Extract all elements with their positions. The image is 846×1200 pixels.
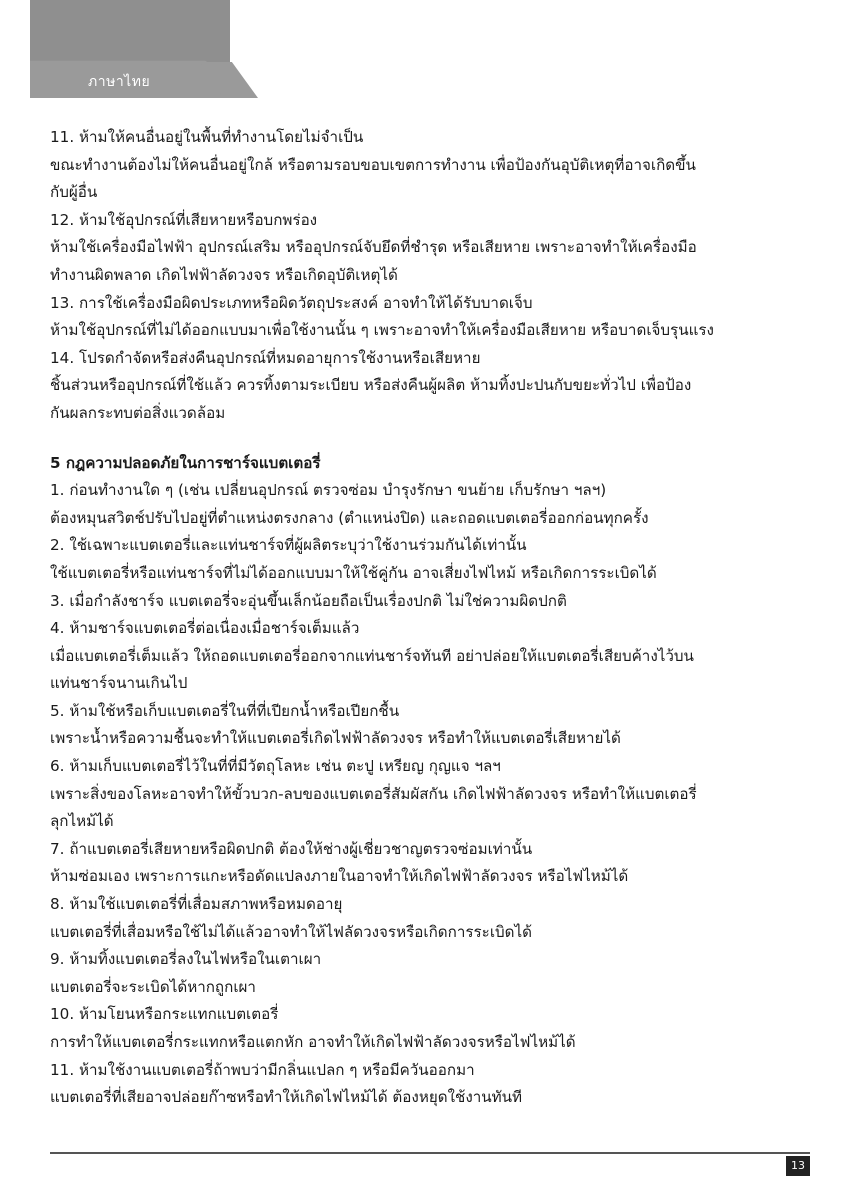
text-line: แบตเตอรี่จะระเบิดได้หากถูกเผา: [50, 977, 256, 996]
text-line: 9. ห้ามทิ้งแบตเตอรี่ลงในไฟหรือในเตาเผา: [50, 950, 322, 969]
text-line: เมื่อแบตเตอรี่เต็มแล้ว ให้ถอดแบตเตอรี่ออกจากแท่นชาร์จทันที อย่าปล่อยให้แบตเตอรี่เสียบค้างไว้บน: [50, 646, 694, 665]
text-line: ทำงานผิดพลาด เกิดไฟฟ้าลัดวงจร หรือเกิดอุบัติเหตุได้: [50, 265, 398, 284]
text-line: ห้ามใช้อุปกรณ์ที่ไม่ได้ออกแบบมาเพื่อใช้งานนั้น ๆ เพราะอาจทำให้เครื่องมือเสียหาย หรือบาดเจ็บรุนแรง: [50, 321, 714, 340]
battery-rules-block: [50, 477, 810, 1112]
text-line: กับผู้อื่น: [50, 183, 98, 202]
text-line: 1. ก่อนทำงานใด ๆ (เช่น เปลี่ยนอุปกรณ์ ตรวจซ่อม บำรุงรักษา ขนย้าย เก็บรักษา ฯลฯ): [50, 481, 607, 500]
language-label: ภาษาไทย: [88, 74, 151, 90]
text-line: 6. ห้ามเก็บแบตเตอรี่ไว้ในที่ที่มีวัตถุโลหะ เช่น ตะปู เหรียญ กุญแจ ฯลฯ: [50, 757, 501, 776]
text-line: แบตเตอรี่ที่เสียอาจปล่อยก๊าซหรือทำให้เกิดไฟไหม้ได้ ต้องหยุดใช้งานทันที: [50, 1088, 523, 1107]
page-number: 13: [786, 1156, 810, 1176]
text-line: 8. ห้ามใช้แบตเตอรี่ที่เสื่อมสภาพหรือหมดอายุ: [50, 895, 343, 914]
text-line: ลุกไหม้ได้: [50, 812, 114, 831]
text-line: ชิ้นส่วนหรืออุปกรณ์ที่ใช้แล้ว ควรทิ้งตามระเบียบ หรือส่งคืนผู้ผลิต ห้ามทิ้งปะปนกับขยะทั่วไป เพื่อป้อง: [50, 376, 692, 395]
text-line: 2. ใช้เฉพาะแบตเตอรี่และแท่นชาร์จที่ผู้ผลิตระบุว่าใช้งานร่วมกันได้เท่านั้น: [50, 536, 527, 555]
previous-rules-block: [50, 124, 810, 428]
text-line: 10. ห้ามโยนหรือกระแทกแบตเตอรี่: [50, 1005, 279, 1024]
header-tab-top: [30, 0, 230, 62]
text-line: แท่นชาร์จนานเกินไป: [50, 674, 188, 693]
text-line: 7. ถ้าแบตเตอรี่เสียหายหรือผิดปกติ ต้องให้ช่างผู้เชี่ยวชาญตรวจซ่อมเท่านั้น: [50, 839, 533, 858]
text-line: 14. โปรดกำจัดหรือส่งคืนอุปกรณ์ที่หมดอายุการใช้งานหรือเสียหาย: [50, 348, 481, 367]
text-line: 3. เมื่อกำลังชาร์จ แบตเตอรี่จะอุ่นขึ้นเล็กน้อยถือเป็นเรื่องปกติ ไม่ใช่ความผิดปกติ: [50, 591, 567, 610]
text-line: แบตเตอรี่ที่เสื่อมหรือใช้ไม่ได้แล้วอาจทำให้ไฟลัดวงจรหรือเกิดการระเบิดได้: [50, 922, 533, 941]
text-line: 5. ห้ามใช้หรือเก็บแบตเตอรี่ในที่ที่เปียกน้ำหรือเปียกชื้น: [50, 701, 400, 720]
text-line: ห้ามใช้เครื่องมือไฟฟ้า อุปกรณ์เสริม หรืออุปกรณ์จับยึดที่ชำรุด หรือเสียหาย เพราะอาจทำให้เครื่องมือ: [50, 238, 697, 257]
text-line: 11. ห้ามให้คนอื่นอยู่ในพื้นที่ทำงานโดยไม่จำเป็น: [50, 128, 364, 146]
text-line: ต้องหมุนสวิตช์ปรับไปอยู่ที่ตำแหน่งตรงกลาง (ตำแหน่งปิด) และถอดแบตเตอรี่ออกก่อนทุกครั้ง: [50, 508, 649, 527]
text-line: ห้ามซ่อมเอง เพราะการแกะหรือดัดแปลงภายในอาจทำให้เกิดไฟฟ้าลัดวงจร หรือไฟไหม้ได้: [50, 867, 629, 886]
text-line: 13. การใช้เครื่องมือผิดประเภทหรือผิดวัตถุประสงค์ อาจทำให้ได้รับบาดเจ็บ: [50, 293, 533, 312]
text-line: 12. ห้ามใช้อุปกรณ์ที่เสียหายหรือบกพร่อง: [50, 210, 318, 229]
text-line: 4. ห้ามชาร์จแบตเตอรี่ต่อเนื่องเมื่อชาร์จเต็มแล้ว: [50, 619, 360, 638]
text-line: ใช้แบตเตอรี่หรือแท่นชาร์จที่ไม่ได้ออกแบบมาให้ใช้คู่กัน อาจเสี่ยงไฟไหม้ หรือเกิดการระเบิดได้: [50, 563, 657, 582]
text-line: 11. ห้ามใช้งานแบตเตอรี่ถ้าพบว่ามีกลิ่นแปลก ๆ หรือมีควันออกมา: [50, 1060, 475, 1079]
text-line: การทำให้แบตเตอรี่กระแทกหรือแตกหัก อาจทำให้เกิดไฟฟ้าลัดวงจรหรือไฟไหม้ได้: [50, 1033, 576, 1051]
text-line: กันผลกระทบต่อสิ่งแวดล้อม: [50, 403, 226, 422]
text-line: เพราะน้ำหรือความชื้นจะทำให้แบตเตอรี่เกิดไฟฟ้าลัดวงจร หรือทำให้แบตเตอรี่เสียหายได้: [50, 729, 621, 748]
page-content: [50, 124, 810, 1112]
footer-divider: [50, 1152, 810, 1154]
text-line: ขณะทำงานต้องไม่ให้คนอื่นอยู่ใกล้ หรือตามรอบขอบเขตการทำงาน เพื่อป้องกันอุบัติเหตุที่อาจเกิดขึ้น: [50, 155, 696, 174]
text-line: เพราะสิ่งของโลหะอาจทำให้ขั้วบวก-ลบของแบตเตอรี่สัมผัสกัน เกิดไฟฟ้าลัดวงจร หรือทำให้แบตเตอรี่: [50, 784, 697, 803]
section-title: 5 กฎความปลอดภัยในการชาร์จแบตเตอรี่: [50, 453, 321, 472]
